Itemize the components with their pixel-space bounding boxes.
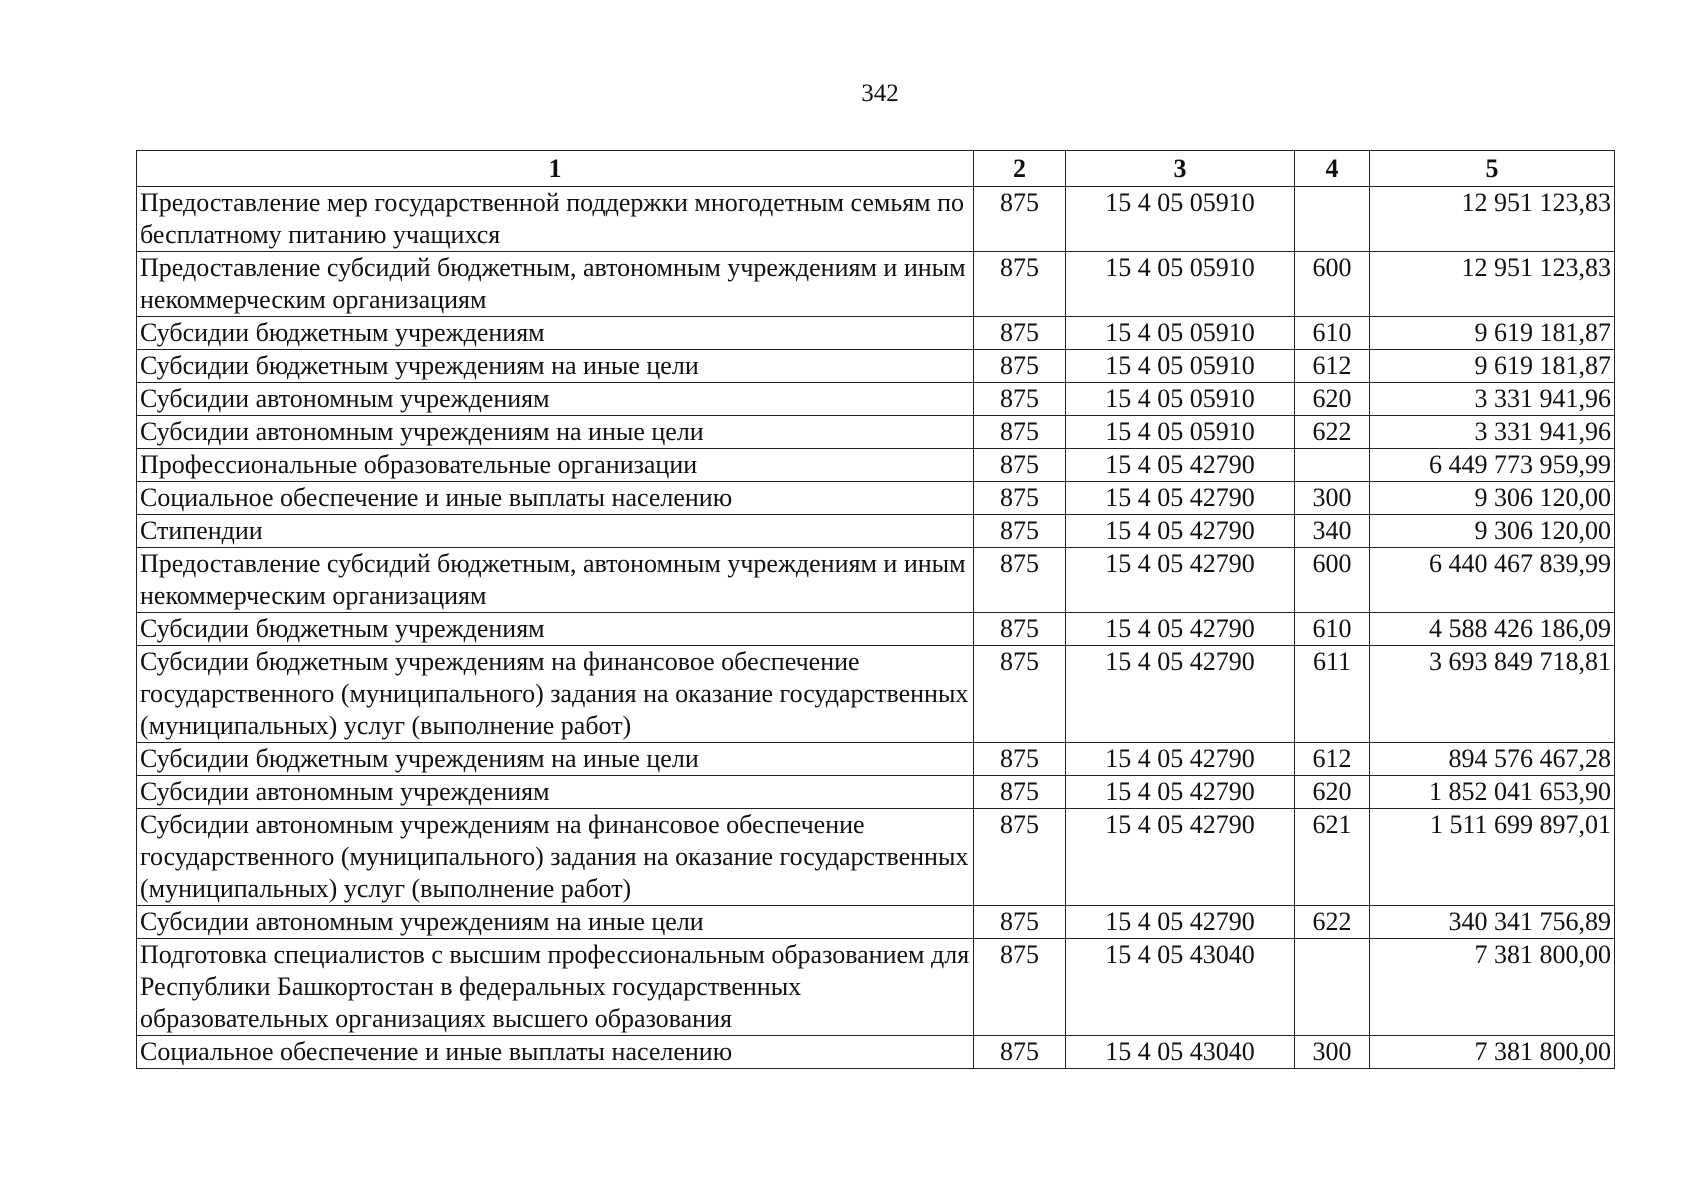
row-code-cell: 875 xyxy=(974,350,1066,383)
row-code-cell: 875 xyxy=(974,482,1066,515)
row-type-cell: 612 xyxy=(1295,350,1370,383)
row-type-cell: 622 xyxy=(1295,416,1370,449)
row-amount-cell: 12 951 123,83 xyxy=(1370,252,1615,317)
column-header: 1 xyxy=(137,151,974,187)
row-type-cell: 612 xyxy=(1295,743,1370,776)
table-row xyxy=(137,646,1615,743)
table-row xyxy=(137,613,1615,646)
row-amount-cell: 894 576 467,28 xyxy=(1370,743,1615,776)
row-name-cell: Субсидии бюджетным учреждениям на иные цели xyxy=(137,350,974,383)
row-type-cell: 610 xyxy=(1295,613,1370,646)
table-row xyxy=(137,939,1615,1036)
table-row xyxy=(137,416,1615,449)
row-code-cell: 875 xyxy=(974,548,1066,613)
row-name-cell: Субсидии бюджетным учреждениям xyxy=(137,613,974,646)
row-code-cell: 875 xyxy=(974,776,1066,809)
row-code-cell: 875 xyxy=(974,252,1066,317)
row-type-cell xyxy=(1295,187,1370,252)
row-name-cell: Подготовка специалистов с высшим профессиональным образованием для Республики Башкортостан в федеральных государственных образовательных организациях высшего образования xyxy=(137,939,974,1036)
row-code-cell: 875 xyxy=(974,515,1066,548)
table-body xyxy=(137,187,1615,1069)
row-type-cell: 620 xyxy=(1295,383,1370,416)
row-code-cell: 875 xyxy=(974,939,1066,1036)
row-type-cell: 300 xyxy=(1295,482,1370,515)
row-code-cell: 875 xyxy=(974,383,1066,416)
row-name-cell: Субсидии бюджетным учреждениям на финансовое обеспечение государственного (муниципального) задания на оказание государственных (муниципальных) услуг (выполнение работ) xyxy=(137,646,974,743)
row-target-cell: 15 4 05 05910 xyxy=(1066,252,1295,317)
row-code-cell: 875 xyxy=(974,743,1066,776)
row-target-cell: 15 4 05 42790 xyxy=(1066,776,1295,809)
row-target-cell: 15 4 05 42790 xyxy=(1066,548,1295,613)
row-amount-cell: 7 381 800,00 xyxy=(1370,939,1615,1036)
row-target-cell: 15 4 05 42790 xyxy=(1066,743,1295,776)
row-name-cell: Стипендии xyxy=(137,515,974,548)
row-name-cell: Предоставление субсидий бюджетным, автономным учреждениям и иным некоммерческим организациям xyxy=(137,252,974,317)
page-number: 342 xyxy=(861,80,899,107)
column-header: 2 xyxy=(974,151,1066,187)
row-name-cell: Субсидии автономным учреждениям на финансовое обеспечение государственного (муниципального) задания на оказание государственных (муниципальных) услуг (выполнение работ) xyxy=(137,809,974,906)
row-amount-cell: 12 951 123,83 xyxy=(1370,187,1615,252)
row-amount-cell: 7 381 800,00 xyxy=(1370,1036,1615,1069)
table-row xyxy=(137,449,1615,482)
row-type-cell: 610 xyxy=(1295,317,1370,350)
row-target-cell: 15 4 05 05910 xyxy=(1066,350,1295,383)
row-amount-cell: 9 619 181,87 xyxy=(1370,317,1615,350)
row-type-cell: 340 xyxy=(1295,515,1370,548)
row-type-cell: 611 xyxy=(1295,646,1370,743)
row-name-cell: Профессиональные образовательные организации xyxy=(137,449,974,482)
row-target-cell: 15 4 05 05910 xyxy=(1066,187,1295,252)
row-target-cell: 15 4 05 05910 xyxy=(1066,317,1295,350)
table-row xyxy=(137,482,1615,515)
row-name-cell: Субсидии автономным учреждениям на иные цели xyxy=(137,416,974,449)
row-amount-cell: 4 588 426 186,09 xyxy=(1370,613,1615,646)
row-amount-cell: 9 619 181,87 xyxy=(1370,350,1615,383)
row-target-cell: 15 4 05 42790 xyxy=(1066,613,1295,646)
row-type-cell xyxy=(1295,449,1370,482)
row-type-cell: 300 xyxy=(1295,1036,1370,1069)
row-type-cell xyxy=(1295,939,1370,1036)
row-amount-cell: 340 341 756,89 xyxy=(1370,906,1615,939)
row-target-cell: 15 4 05 42790 xyxy=(1066,646,1295,743)
row-name-cell: Субсидии бюджетным учреждениям на иные цели xyxy=(137,743,974,776)
row-code-cell: 875 xyxy=(974,646,1066,743)
row-code-cell: 875 xyxy=(974,906,1066,939)
table-row xyxy=(137,383,1615,416)
row-code-cell: 875 xyxy=(974,449,1066,482)
row-type-cell: 622 xyxy=(1295,906,1370,939)
row-target-cell: 15 4 05 43040 xyxy=(1066,1036,1295,1069)
row-amount-cell: 1 511 699 897,01 xyxy=(1370,809,1615,906)
table-row xyxy=(137,743,1615,776)
row-type-cell: 621 xyxy=(1295,809,1370,906)
table-row xyxy=(137,317,1615,350)
row-type-cell: 600 xyxy=(1295,252,1370,317)
budget-table xyxy=(136,150,1615,1069)
header-row xyxy=(137,151,1615,187)
column-header: 4 xyxy=(1295,151,1370,187)
row-code-cell: 875 xyxy=(974,317,1066,350)
column-header: 3 xyxy=(1066,151,1295,187)
table-row xyxy=(137,809,1615,906)
row-name-cell: Субсидии автономным учреждениям xyxy=(137,776,974,809)
row-target-cell: 15 4 05 43040 xyxy=(1066,939,1295,1036)
row-amount-cell: 6 440 467 839,99 xyxy=(1370,548,1615,613)
row-code-cell: 875 xyxy=(974,809,1066,906)
row-target-cell: 15 4 05 42790 xyxy=(1066,809,1295,906)
table-row xyxy=(137,252,1615,317)
row-name-cell: Субсидии бюджетным учреждениям xyxy=(137,317,974,350)
row-name-cell: Субсидии автономным учреждениям на иные цели xyxy=(137,906,974,939)
column-header: 5 xyxy=(1370,151,1615,187)
row-target-cell: 15 4 05 42790 xyxy=(1066,515,1295,548)
row-name-cell: Социальное обеспечение и иные выплаты населению xyxy=(137,482,974,515)
row-code-cell: 875 xyxy=(974,1036,1066,1069)
table-row xyxy=(137,548,1615,613)
row-target-cell: 15 4 05 05910 xyxy=(1066,383,1295,416)
row-type-cell: 620 xyxy=(1295,776,1370,809)
table-row xyxy=(137,776,1615,809)
row-amount-cell: 9 306 120,00 xyxy=(1370,515,1615,548)
row-amount-cell: 1 852 041 653,90 xyxy=(1370,776,1615,809)
table-row xyxy=(137,350,1615,383)
row-target-cell: 15 4 05 42790 xyxy=(1066,906,1295,939)
row-code-cell: 875 xyxy=(974,613,1066,646)
row-type-cell: 600 xyxy=(1295,548,1370,613)
row-amount-cell: 3 693 849 718,81 xyxy=(1370,646,1615,743)
row-amount-cell: 6 449 773 959,99 xyxy=(1370,449,1615,482)
table-row xyxy=(137,906,1615,939)
row-code-cell: 875 xyxy=(974,187,1066,252)
table-row xyxy=(137,187,1615,252)
row-amount-cell: 3 331 941,96 xyxy=(1370,416,1615,449)
row-amount-cell: 3 331 941,96 xyxy=(1370,383,1615,416)
row-name-cell: Социальное обеспечение и иные выплаты населению xyxy=(137,1036,974,1069)
row-name-cell: Предоставление мер государственной поддержки многодетным семьям по бесплатному питанию учащихся xyxy=(137,187,974,252)
row-code-cell: 875 xyxy=(974,416,1066,449)
row-amount-cell: 9 306 120,00 xyxy=(1370,482,1615,515)
row-target-cell: 15 4 05 42790 xyxy=(1066,449,1295,482)
row-target-cell: 15 4 05 05910 xyxy=(1066,416,1295,449)
row-target-cell: 15 4 05 42790 xyxy=(1066,482,1295,515)
row-name-cell: Предоставление субсидий бюджетным, автономным учреждениям и иным некоммерческим организациям xyxy=(137,548,974,613)
row-name-cell: Субсидии автономным учреждениям xyxy=(137,383,974,416)
table-row xyxy=(137,515,1615,548)
table-row xyxy=(137,1036,1615,1069)
